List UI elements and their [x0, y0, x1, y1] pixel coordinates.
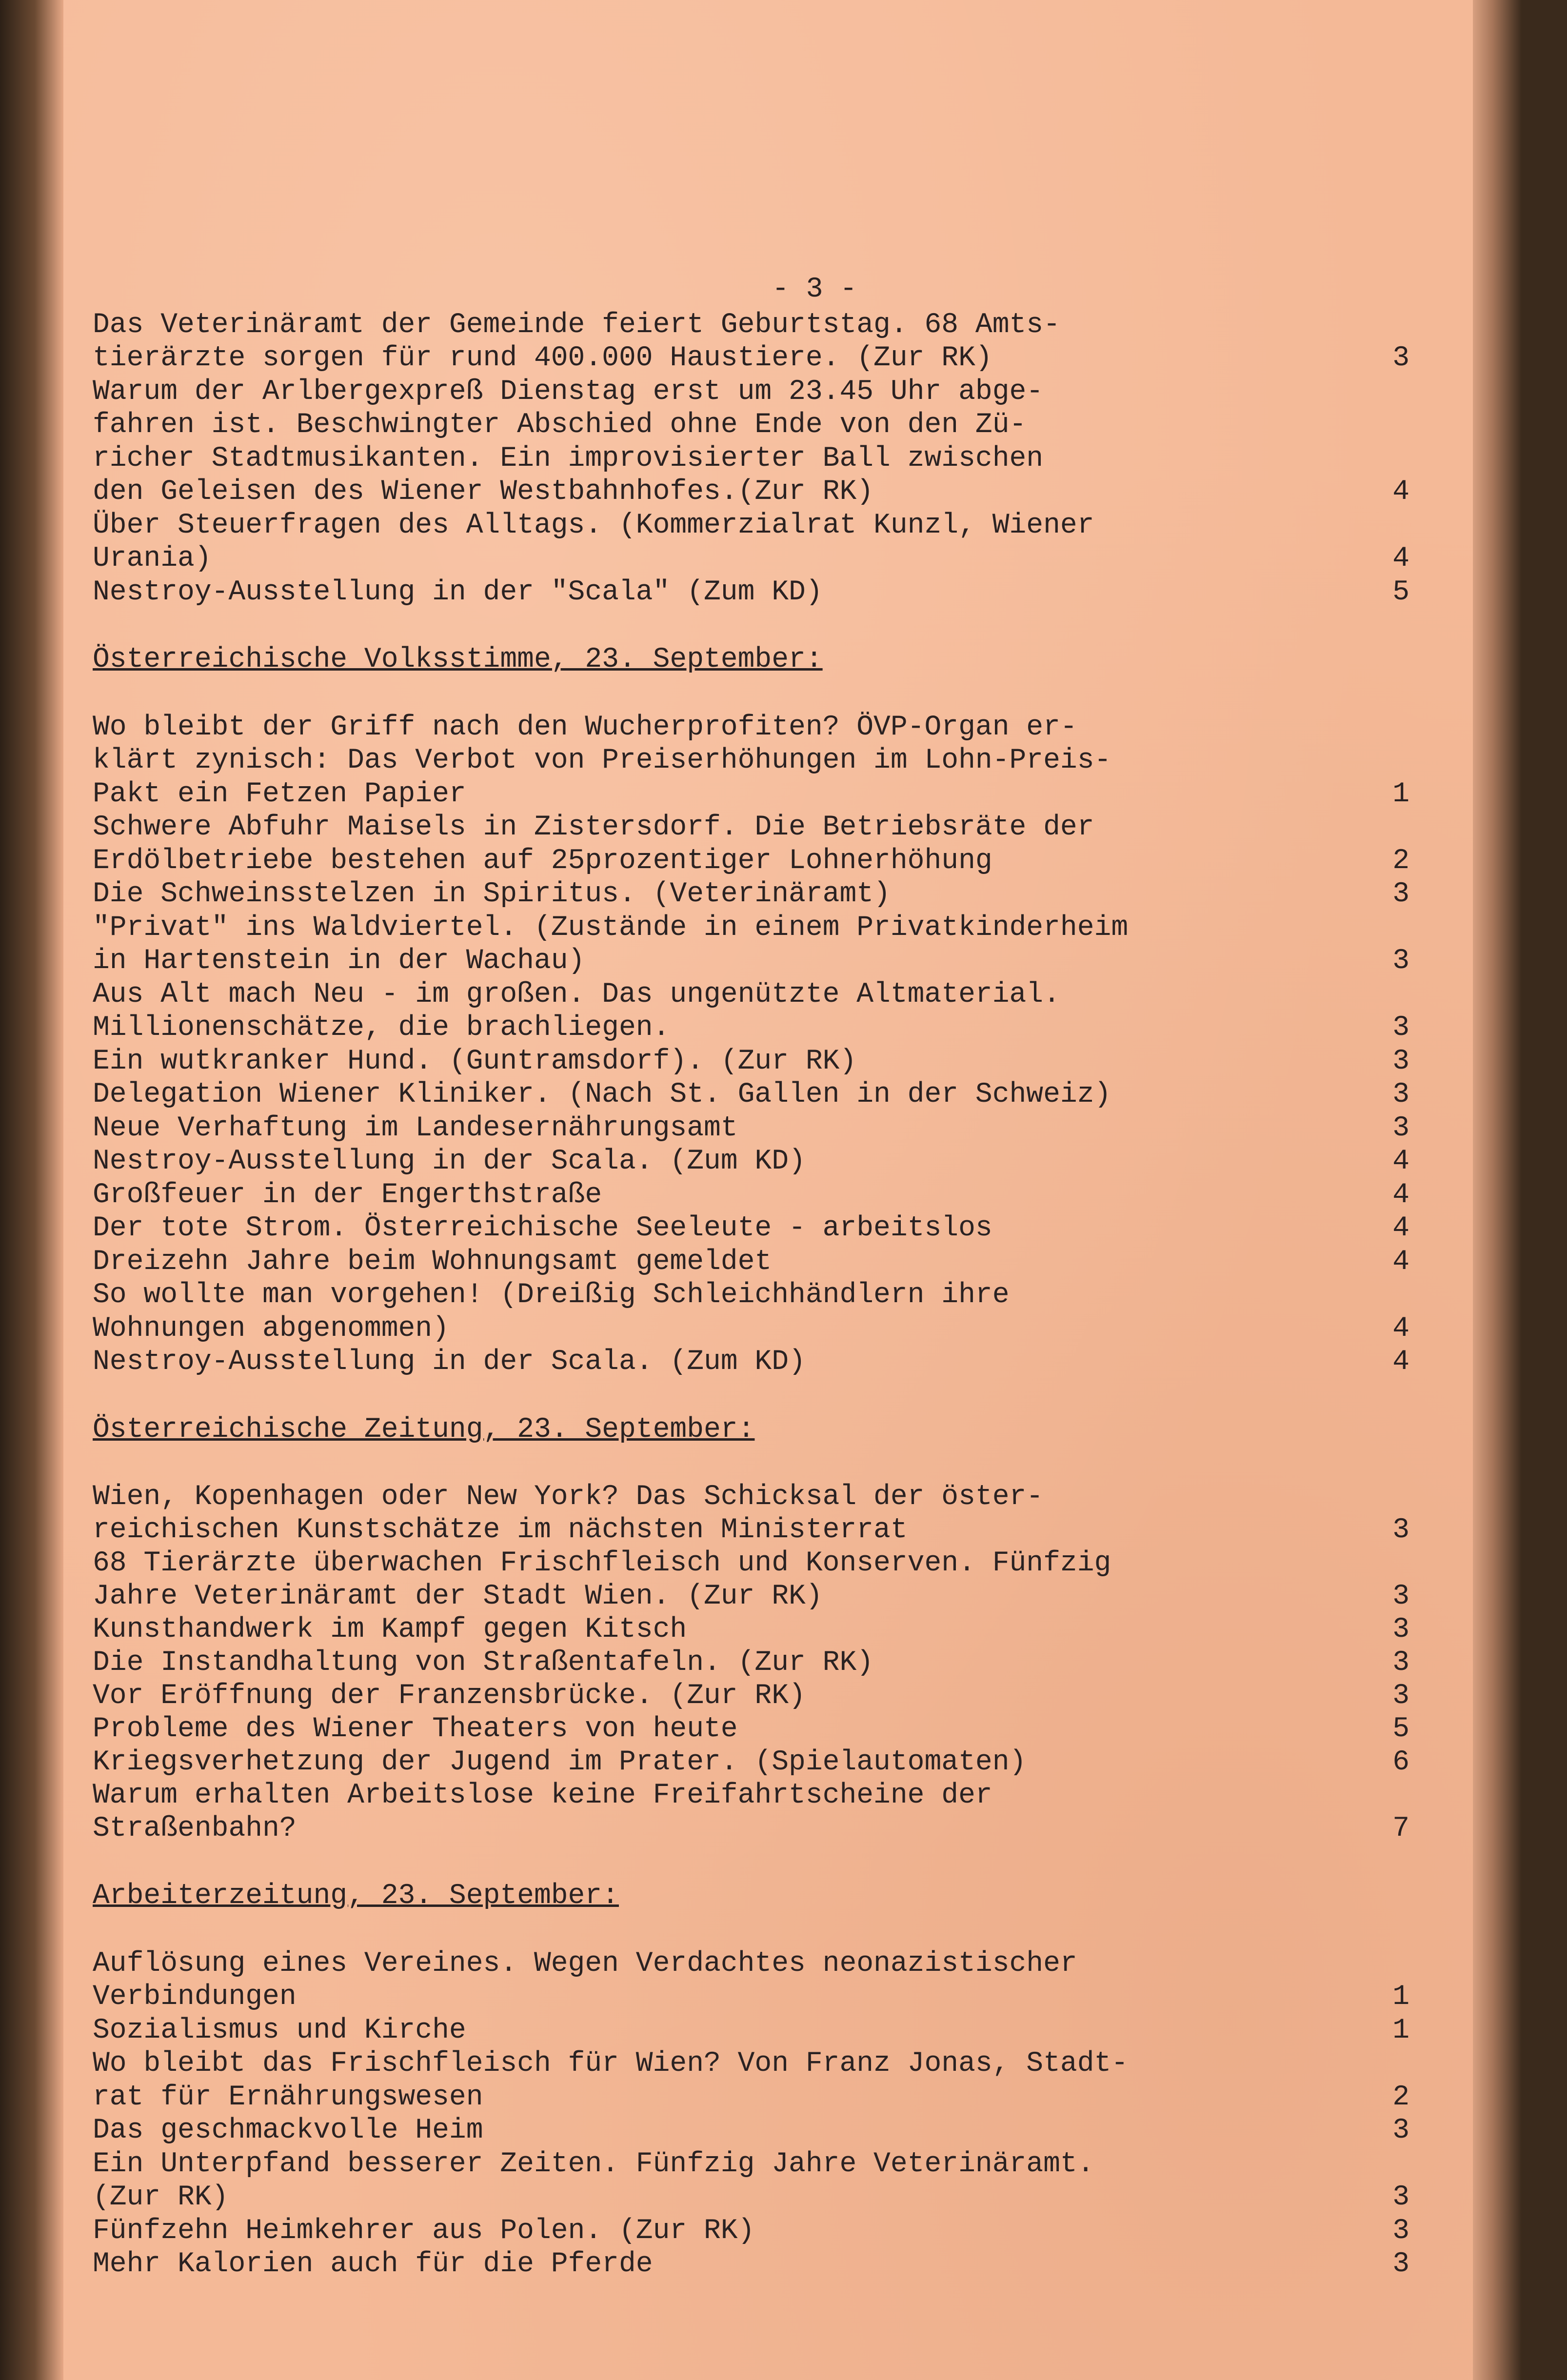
list-item	[93, 2248, 1409, 2281]
section-heading-volksstimme: Österreichische Volksstimme, 23. September:	[93, 644, 823, 675]
list-item	[93, 1246, 1409, 1279]
entry-title: Delegation Wiener Kliniker. (Nach St. Gallen in der Schweiz)	[93, 1079, 1111, 1111]
list-item	[93, 2148, 1409, 2215]
page-number: - 3 -	[772, 274, 857, 305]
entry-page: 3	[1392, 1514, 1409, 1546]
section-heading-zeitung: Österreichische Zeitung, 23. September:	[93, 1413, 755, 1446]
section-heading-arbeiterzeitung: Arbeiterzeitung, 23. September:	[93, 1880, 619, 1912]
entry-title: Vor Eröffnung der Franzensbrücke. (Zur RK)	[93, 1680, 806, 1712]
entry-page: 3	[1392, 1079, 1409, 1111]
list-item	[93, 2014, 1409, 2048]
list-item	[93, 1613, 1409, 1646]
list-item	[93, 309, 1409, 376]
list-item	[93, 1481, 1409, 1547]
entry-title: Die Instandhaltung von Straßentafeln. (Zur RK)	[93, 1647, 874, 1679]
list-item	[93, 912, 1409, 978]
entry-title: Aus Alt mach Neu - im großen. Das ungenützte Altmaterial. Millionenschätze, die brachliegen.	[93, 978, 1060, 1044]
list-item	[93, 1547, 1409, 1613]
list-item	[93, 1112, 1409, 1146]
list-item	[93, 1045, 1409, 1079]
document-text	[93, 273, 1409, 2281]
entry-page: 3	[1392, 2182, 1409, 2213]
entry-title: Wo bleibt der Griff nach den Wucherprofiten? ÖVP-Organ er- klärt zynisch: Das Verbot von Preiserhöhungen im Lohn-Preis- Pakt ein Fetzen Papier	[93, 711, 1111, 810]
list-item	[93, 978, 1409, 1045]
list-item	[93, 576, 1409, 610]
entry-page: 2	[1392, 2081, 1409, 2113]
entry-title: "Privat" ins Waldviertel. (Zustände in einem Privatkinderheim in Hartenstein in der Wachau)	[93, 912, 1129, 977]
entry-title: Die Schweinsstelzen in Spiritus. (Veterinäramt)	[93, 878, 891, 910]
entry-title: Sozialismus und Kirche	[93, 2014, 466, 2046]
section-intro	[93, 309, 1409, 610]
entry-title: Wo bleibt das Frischfleisch für Wien? Von Franz Jonas, Stadt- rat für Ernährungswesen	[93, 2048, 1129, 2113]
list-item	[93, 1078, 1409, 1112]
entry-page: 3	[1392, 342, 1409, 374]
entry-page: 3	[1392, 2115, 1409, 2146]
entry-page: 1	[1392, 1981, 1409, 2013]
entry-title: Der tote Strom. Österreichische Seeleute - arbeitslos	[93, 1212, 992, 1244]
entry-title: Kunsthandwerk im Kampf gegen Kitsch	[93, 1614, 687, 1646]
entry-title: Dreizehn Jahre beim Wohnungsamt gemeldet	[93, 1246, 772, 1278]
entry-title: Nestroy-Ausstellung in der Scala. (Zum KD)	[93, 1346, 806, 1378]
section-volksstimme	[93, 711, 1409, 1379]
entry-page: 4	[1392, 1346, 1409, 1378]
entry-title: Das geschmackvolle Heim	[93, 2115, 483, 2146]
list-item	[93, 1179, 1409, 1212]
entry-title: Auflösung eines Vereines. Wegen Verdachtes neonazistischer Verbindungen	[93, 1947, 1077, 2013]
entry-title: Ein Unterpfand besserer Zeiten. Fünfzig Jahre Veterinäramt. (Zur RK)	[93, 2148, 1094, 2213]
entry-title: Nestroy-Ausstellung in der Scala. (Zum KD)	[93, 1146, 806, 1177]
list-item	[93, 2215, 1409, 2248]
page-gutter	[1473, 0, 1522, 2380]
list-item	[93, 2114, 1409, 2148]
entry-title: So wollte man vorgehen! (Dreißig Schleichhändlern ihre Wohnungen abgenommen)	[93, 1279, 1010, 1345]
entry-title: Großfeuer in der Engerthstraße	[93, 1179, 602, 1211]
entry-page: 4	[1392, 1312, 1409, 1345]
list-item	[93, 2047, 1409, 2114]
entry-page: 3	[1392, 878, 1409, 910]
entry-page: 4	[1392, 1246, 1409, 1278]
list-item	[93, 509, 1409, 576]
section-arbeiterzeitung	[93, 1947, 1409, 2281]
entry-page: 3	[1392, 945, 1409, 977]
entry-page: 4	[1392, 543, 1409, 575]
list-item	[93, 1746, 1409, 1779]
entry-page: 5	[1392, 1713, 1409, 1745]
entry-title: Warum der Arlbergexpreß Dienstag erst um 23.45 Uhr abge- fahren ist. Beschwingter Abschied ohne Ende von den Zü- richer Stadtmusikanten. Ein improvisierter Ball zwischen den Geleisen des Wiener Westbahnhofes.(Zur RK)	[93, 376, 1044, 508]
list-item	[93, 1779, 1409, 1845]
list-item	[93, 878, 1409, 912]
list-item	[93, 1680, 1409, 1713]
entry-page: 4	[1392, 476, 1409, 508]
entry-page: 3	[1392, 2215, 1409, 2247]
list-item	[93, 1279, 1409, 1346]
entry-title: Warum erhalten Arbeitslose keine Freifahrtscheine der Straßenbahn?	[93, 1780, 992, 1844]
list-item	[93, 1145, 1409, 1179]
entry-page: 3	[1392, 1614, 1409, 1646]
entry-page: 3	[1392, 1647, 1409, 1679]
entry-page: 1	[1392, 2014, 1409, 2046]
entry-title: 68 Tierärzte überwachen Frischfleisch und Konserven. Fünfzig Jahre Veterinäramt der Stadt Wien. (Zur RK)	[93, 1547, 1111, 1612]
entry-page: 5	[1392, 576, 1409, 608]
entry-title: Das Veterinäramt der Gemeinde feiert Geburtstag. 68 Amts- tierärzte sorgen für rund 400.000 Haustiere. (Zur RK)	[93, 309, 1060, 374]
entry-page: 3	[1392, 1581, 1409, 1612]
section-zeitung	[93, 1481, 1409, 1845]
entry-page: 4	[1392, 1212, 1409, 1244]
entry-title: Wien, Kopenhagen oder New York? Das Schicksal der öster- reichischen Kunstschätze im nächsten Ministerrat	[93, 1481, 1044, 1546]
list-item	[93, 1212, 1409, 1246]
list-item	[93, 811, 1409, 878]
entry-page: 6	[1392, 1746, 1409, 1778]
list-item	[93, 1346, 1409, 1379]
entry-page: 3	[1392, 1112, 1409, 1144]
binding-shadow	[0, 0, 63, 2380]
entry-page: 1	[1392, 778, 1409, 810]
list-item	[93, 1713, 1409, 1746]
list-item	[93, 1947, 1409, 2014]
entry-title: Neue Verhaftung im Landesernährungsamt	[93, 1112, 738, 1144]
entry-title: Ein wutkranker Hund. (Guntramsdorf). (Zur RK)	[93, 1045, 857, 1077]
entry-page: 2	[1392, 845, 1409, 877]
entry-page: 4	[1392, 1179, 1409, 1211]
entry-title: Probleme des Wiener Theaters von heute	[93, 1713, 738, 1745]
list-item	[93, 1646, 1409, 1680]
entry-title: Über Steuerfragen des Alltags. (Kommerzialrat Kunzl, Wiener Urania)	[93, 509, 1094, 575]
entry-page: 3	[1392, 1045, 1409, 1077]
entry-page: 3	[1392, 1012, 1409, 1044]
entry-title: Kriegsverhetzung der Jugend im Prater. (Spielautomaten)	[93, 1746, 1027, 1778]
entry-page: 7	[1392, 1813, 1409, 1844]
entry-page: 4	[1392, 1146, 1409, 1177]
entry-title: Nestroy-Ausstellung in der "Scala" (Zum KD)	[93, 576, 823, 608]
entry-title: Mehr Kalorien auch für die Pferde	[93, 2248, 653, 2280]
entry-page: 3	[1392, 2248, 1409, 2280]
entry-title: Schwere Abfuhr Maisels in Zistersdorf. Die Betriebsräte der Erdölbetriebe bestehen auf 25prozentiger Lohnerhöhung	[93, 812, 1094, 877]
list-item	[93, 711, 1409, 812]
entry-title: Fünfzehn Heimkehrer aus Polen. (Zur RK)	[93, 2215, 755, 2247]
entry-page: 3	[1392, 1680, 1409, 1712]
list-item	[93, 376, 1409, 509]
